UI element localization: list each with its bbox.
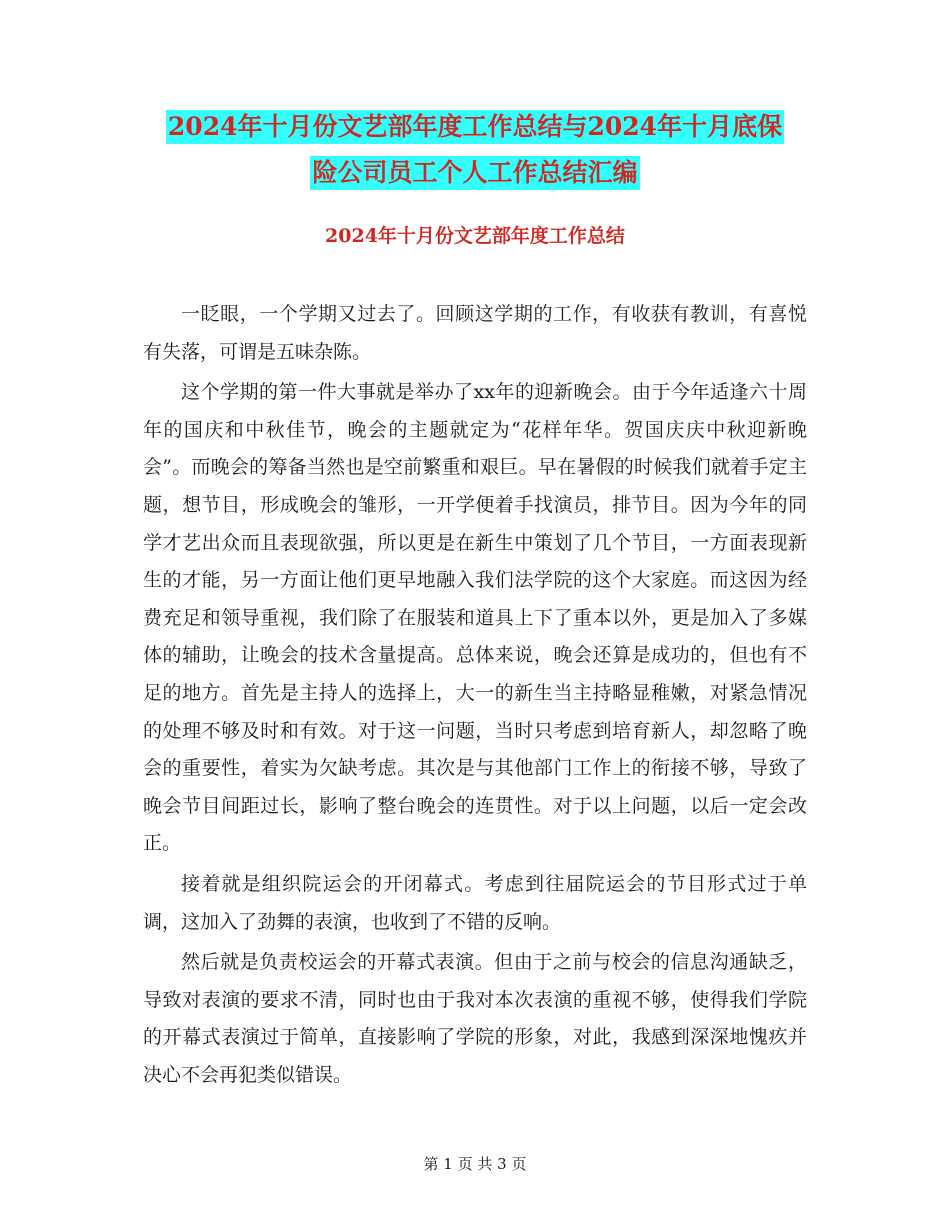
document-title-line-2: 险公司员工个人工作总结汇编 bbox=[310, 156, 639, 190]
document-body bbox=[143, 296, 807, 1097]
paragraph: 这个学期的第一件大事就是举办了xx年的迎新晚会。由于今年适逢六十周年的国庆和中秋佳节，晚会的主题就定为“花样年华。贺国庆庆中秋迎新晚会”。而晚会的筹备当然也是空前繁重和艰巨。早在暑假的时候我们就着手定主题，想节目，形成晚会的雏形，一开学便着手找演员，排节目。因为今年的同学才艺出众而且表现欲强，所以更是在新生中策划了几个节目，一方面表现新生的才能，另一方面让他们更早地融入我们法学院的这个大家庭。而这因为经费充足和领导重视，我们除了在服装和道具上下了重本以外，更是加入了多媒体的辅助，让晚会的技术含量提高。总体来说，晚会还算是成功的，但也有不足的地方。首先是主持人的选择上，大一的新生当主持略显稚嫩，对紧急情况的处理不够及时和有效。对于这一问题，当时只考虑到培育新人，却忽略了晚会的重要性，着实为欠缺考虑。其次是与其他部门工作上的衔接不够，导致了晚会节目间距过长，影响了整台晚会的连贯性。对于以上问题，以后一定会改正。 bbox=[143, 381, 807, 855]
section-heading: 2024年十月份文艺部年度工作总结 bbox=[325, 225, 625, 247]
paragraph: 一眨眼，一个学期又过去了。回顾这学期的工作，有收获有教训，有喜悦有失落，可谓是五味杂陈。 bbox=[143, 303, 807, 363]
paragraph: 接着就是组织院运会的开闭幕式。考虑到往届院运会的节目形式过于单调，这加入了劲舞的表演，也收到了不错的反响。 bbox=[143, 872, 807, 933]
page-footer: 第 1 页 共 3 页 bbox=[423, 1155, 527, 1173]
document-title-line-1: 2024年十月份文艺部年度工作总结与2024年十月底保 bbox=[166, 110, 784, 144]
document-title bbox=[0, 110, 950, 202]
paragraph: 然后就是负责校运会的开幕式表演。但由于之前与校会的信息沟通缺乏，导致对表演的要求不清，同时也由于我对本次表演的重视不够，使得我们学院的开幕式表演过于简单，直接影响了学院的形象，对此，我感到深深地愧疚并决心不会再犯类似错误。 bbox=[143, 951, 807, 1086]
